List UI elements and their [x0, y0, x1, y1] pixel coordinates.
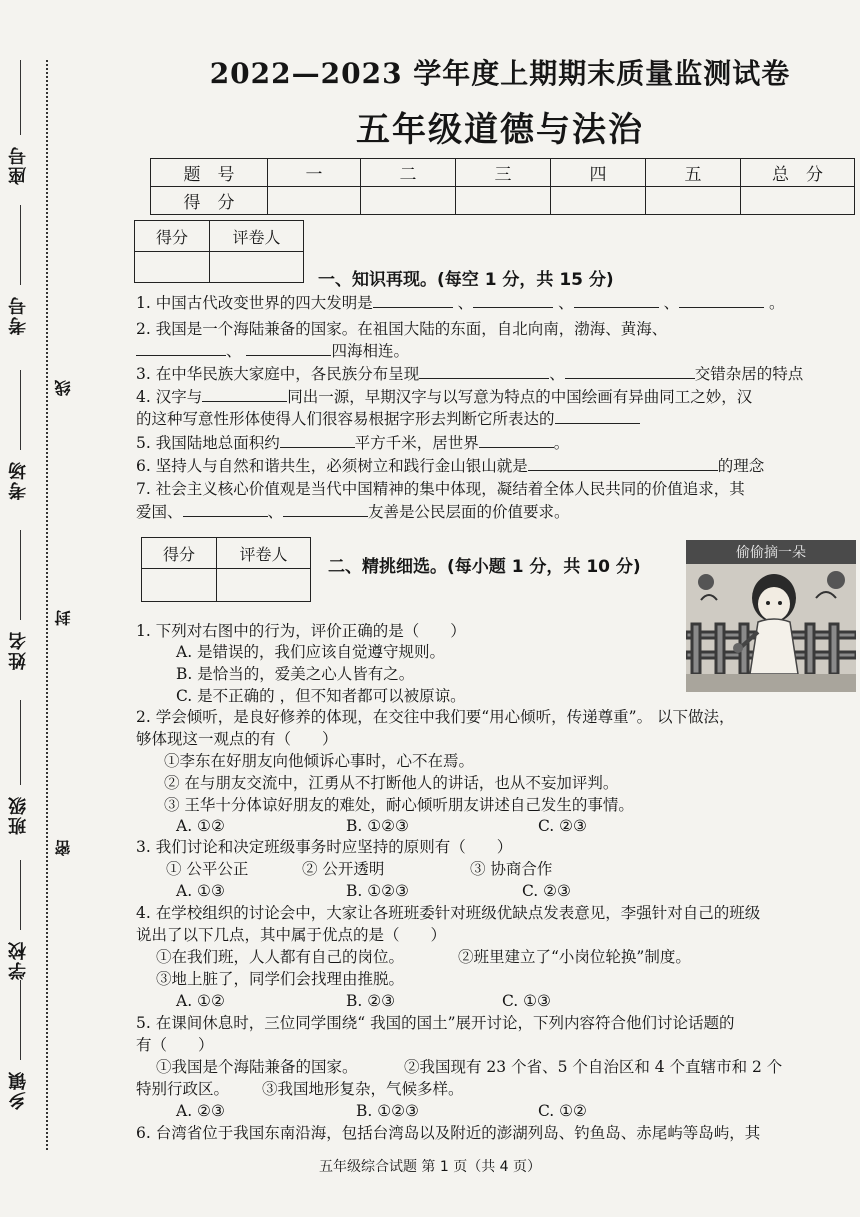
- answer-blank[interactable]: [479, 433, 554, 448]
- s2-q2-item-2: ② 在与朋友交流中，江勇从不打断他人的讲话，也从不妄加评判。: [164, 774, 619, 792]
- grader-name-label: 评卷人: [210, 221, 304, 252]
- binding-blank-class: [20, 700, 21, 785]
- s2-question-5: 5. 在课间休息时，三位同学围绕“ 我国的国土”展开讨论，下列内容符合他们讨论话题的: [136, 1014, 735, 1032]
- s2-q2-option-b[interactable]: B. ①②③: [346, 817, 409, 835]
- score-cell[interactable]: [268, 187, 361, 215]
- section1-grader-box: [134, 220, 304, 283]
- binding-cut-secret: 密: [54, 840, 73, 856]
- s1-question-6: 6. 坚持人与自然和谐共生，必须树立和践行金山银山就是 的理念: [136, 457, 765, 475]
- score-cell[interactable]: [456, 187, 551, 215]
- score-table-score-row: [151, 187, 855, 215]
- grader-score-label: 得分: [135, 221, 210, 252]
- s2-question-4-cont: 说出了以下几点，其中属于优点的是（ ）: [136, 926, 447, 944]
- binding-label-township: 乡镇: [8, 1070, 29, 1110]
- grader-name-cell[interactable]: [210, 252, 304, 283]
- score-cell[interactable]: [361, 187, 456, 215]
- s1-question-4: 4. 汉字与 同出一源，早期汉字与以写意为特点的中国绘画有异曲同工之妙，汉: [136, 388, 753, 406]
- answer-blank[interactable]: [419, 364, 549, 379]
- s2-q3-item-3: ③ 协商合作: [470, 860, 553, 878]
- answer-blank[interactable]: [280, 433, 355, 448]
- s2-q4-option-b[interactable]: B. ②③: [346, 992, 396, 1010]
- grader-score-cell[interactable]: [135, 252, 210, 283]
- score-cell[interactable]: [741, 187, 855, 215]
- score-col-2: 二: [361, 159, 456, 187]
- grader-name-cell[interactable]: [217, 569, 311, 602]
- binding-label-exam-room: 考场: [8, 460, 29, 500]
- s2-q4-item-3: ③地上脏了，同学们会找理由推脱。: [156, 970, 405, 988]
- answer-blank[interactable]: [555, 409, 640, 424]
- score-col-total: 总 分: [741, 159, 855, 187]
- s1-question-7-cont: 爱国、 、 友善是公民层面的价值要求。: [136, 503, 570, 521]
- s2-q5-item-2-cont: 特别行政区。: [136, 1080, 230, 1098]
- answer-blank[interactable]: [246, 341, 331, 356]
- s2-q4-item-2: ②班里建立了“小岗位轮换”制度。: [458, 948, 691, 966]
- s2-q5-option-a[interactable]: A. ②③: [176, 1102, 225, 1120]
- girl-picking-flower-picture: [686, 540, 856, 692]
- s2-q4-option-c[interactable]: C. ①③: [502, 992, 551, 1010]
- score-row-label: 得 分: [151, 187, 268, 215]
- s2-q5-item-2: ②我国现有 23 个省、5 个自治区和 4 个直辖市和 2 个: [404, 1058, 783, 1076]
- s2-q5-item-3: ③我国地形复杂，气候多样。: [262, 1080, 464, 1098]
- s2-q2-option-c[interactable]: C. ②③: [538, 817, 587, 835]
- section1-title: 一、知识再现。(每空 1 分，共 15 分): [318, 270, 614, 290]
- score-table-header-row: [151, 159, 855, 187]
- section2-grader-box: [141, 537, 311, 602]
- answer-blank[interactable]: [202, 387, 287, 402]
- exam-title: 2022—2023 学年度上期期末质量监测试卷: [209, 57, 791, 90]
- s1-question-5: 5. 我国陆地总面积约 平方千米，居世界 。: [136, 434, 570, 452]
- binding-cut-line: 线: [54, 380, 73, 396]
- binding-blank-name: [20, 530, 21, 620]
- s1-question-4-cont: 的这种写意性形体使得人们很容易根据字形去判断它所表达的: [136, 408, 640, 430]
- s2-q2-item-1: ①李东在好朋友向他倾诉心事时，心不在焉。: [164, 752, 475, 770]
- s2-q5-item-1: ①我国是个海陆兼备的国家。: [156, 1058, 358, 1076]
- s2-q4-item-1: ①在我们班，人人都有自己的岗位。: [156, 948, 405, 966]
- s1-question-2-cont: 、 四海相连。: [136, 340, 409, 362]
- subject-title: 五年级道德与法治: [356, 110, 644, 150]
- binding-cut-seal: 封: [54, 610, 73, 626]
- score-col-5: 五: [646, 159, 741, 187]
- answer-blank[interactable]: [283, 502, 368, 517]
- s2-q3-item-1: ① 公平公正: [166, 860, 249, 878]
- s2-q1-option-c[interactable]: C. 是不正确的 ，但不知者都可以被原谅。: [176, 687, 466, 705]
- s2-question-5-cont: 有（ ）: [136, 1036, 214, 1054]
- binding-blank-exam-number: [20, 205, 21, 285]
- s1-question-1: 1. 中国古代改变世界的四大发明是 、 、 、 。: [136, 294, 785, 312]
- score-table: [150, 158, 855, 215]
- section2-title: 二、精挑细选。(每小题 1 分，共 10 分): [328, 557, 641, 577]
- s1-question-3: 3. 在中华民族大家庭中，各民族分布呈现 、 交错杂居的特点: [136, 365, 804, 383]
- s2-q3-item-2: ② 公开透明: [302, 860, 385, 878]
- answer-blank[interactable]: [136, 341, 226, 356]
- binding-blank-school: [20, 860, 21, 930]
- score-col-label: 题 号: [151, 159, 268, 187]
- score-col-3: 三: [456, 159, 551, 187]
- s2-question-6: 6. 台湾省位于我国东南沿海，包括台湾岛以及附近的澎湖列岛、钓鱼岛、赤尾屿等岛屿，其: [136, 1124, 761, 1142]
- grader-score-cell[interactable]: [142, 569, 217, 602]
- binding-blank-township: [20, 980, 21, 1060]
- s2-q5-option-c[interactable]: C. ①②: [538, 1102, 587, 1120]
- binding-label-exam-number: 考号: [8, 295, 29, 335]
- s1-question-7: 7. 社会主义核心价值观是当代中国精神的集中体现，凝结着全体人民共同的价值追求，其: [136, 480, 745, 498]
- girl-picking-flower-illustration: [686, 540, 856, 692]
- s2-q3-option-a[interactable]: A. ①③: [176, 882, 225, 900]
- binding-blank-seat: [20, 60, 21, 135]
- s2-q2-option-a[interactable]: A. ①②: [176, 817, 225, 835]
- s2-q1-option-a[interactable]: A. 是错误的，我们应该自觉遵守规则。: [176, 643, 446, 661]
- binding-label-seat: 座号: [8, 145, 29, 185]
- binding-blank-exam-room: [20, 370, 21, 450]
- binding-strip: [0, 40, 73, 1150]
- score-col-4: 四: [551, 159, 646, 187]
- answer-blank[interactable]: [528, 456, 718, 471]
- s2-q1-option-b[interactable]: B. 是恰当的，爱美之心人皆有之。: [176, 665, 415, 683]
- grader-name-label: 评卷人: [217, 538, 311, 569]
- s2-question-2: 2. 学会倾听，是良好修养的体现，在交往中我们要“用心倾听，传递尊重”。 以下做法，: [136, 708, 735, 726]
- s2-question-4: 4. 在学校组织的讨论会中，大家让各班班委针对班级优缺点发表意见，李强针对自己的班级: [136, 904, 761, 922]
- answer-blank[interactable]: [565, 364, 695, 379]
- page-footer: 五年级综合试题 第 1 页（共 4 页）: [318, 1159, 542, 1175]
- score-col-1: 一: [268, 159, 361, 187]
- score-cell[interactable]: [646, 187, 741, 215]
- binding-label-class: 班级: [8, 795, 29, 835]
- grader-score-label: 得分: [142, 538, 217, 569]
- answer-blank[interactable]: [183, 502, 268, 517]
- answer-blank[interactable]: [373, 293, 453, 308]
- s2-question-2-cont: 够体现这一观点的有（ ）: [136, 730, 338, 748]
- s2-q2-item-3: ③ 王华十分体谅好朋友的难处，耐心倾听朋友讲述自己发生的事情。: [164, 796, 634, 814]
- binding-label-name: 姓名: [8, 630, 29, 670]
- answer-blank[interactable]: [679, 293, 764, 308]
- binding-label-school: 学校: [8, 940, 29, 980]
- s2-q3-option-c[interactable]: C. ②③: [522, 882, 571, 900]
- score-cell[interactable]: [551, 187, 646, 215]
- answer-blank[interactable]: [574, 293, 659, 308]
- s2-question-3: 3. 我们讨论和决定班级事务时应坚持的原则有（ ）: [136, 838, 513, 856]
- binding-dotted-line: [46, 60, 48, 1150]
- s2-q5-option-b[interactable]: B. ①②③: [356, 1102, 419, 1120]
- s2-question-1: 1. 下列对右图中的行为，评价正确的是（ ）: [136, 622, 466, 640]
- picture-caption: 偷偷摘一朵: [736, 545, 806, 561]
- answer-blank[interactable]: [473, 293, 553, 308]
- s2-q3-option-b[interactable]: B. ①②③: [346, 882, 409, 900]
- s1-question-2: 2. 我国是一个海陆兼备的国家。在祖国大陆的东面，自北向南，渤海、黄海、: [136, 320, 668, 338]
- s2-q4-option-a[interactable]: A. ①②: [176, 992, 225, 1010]
